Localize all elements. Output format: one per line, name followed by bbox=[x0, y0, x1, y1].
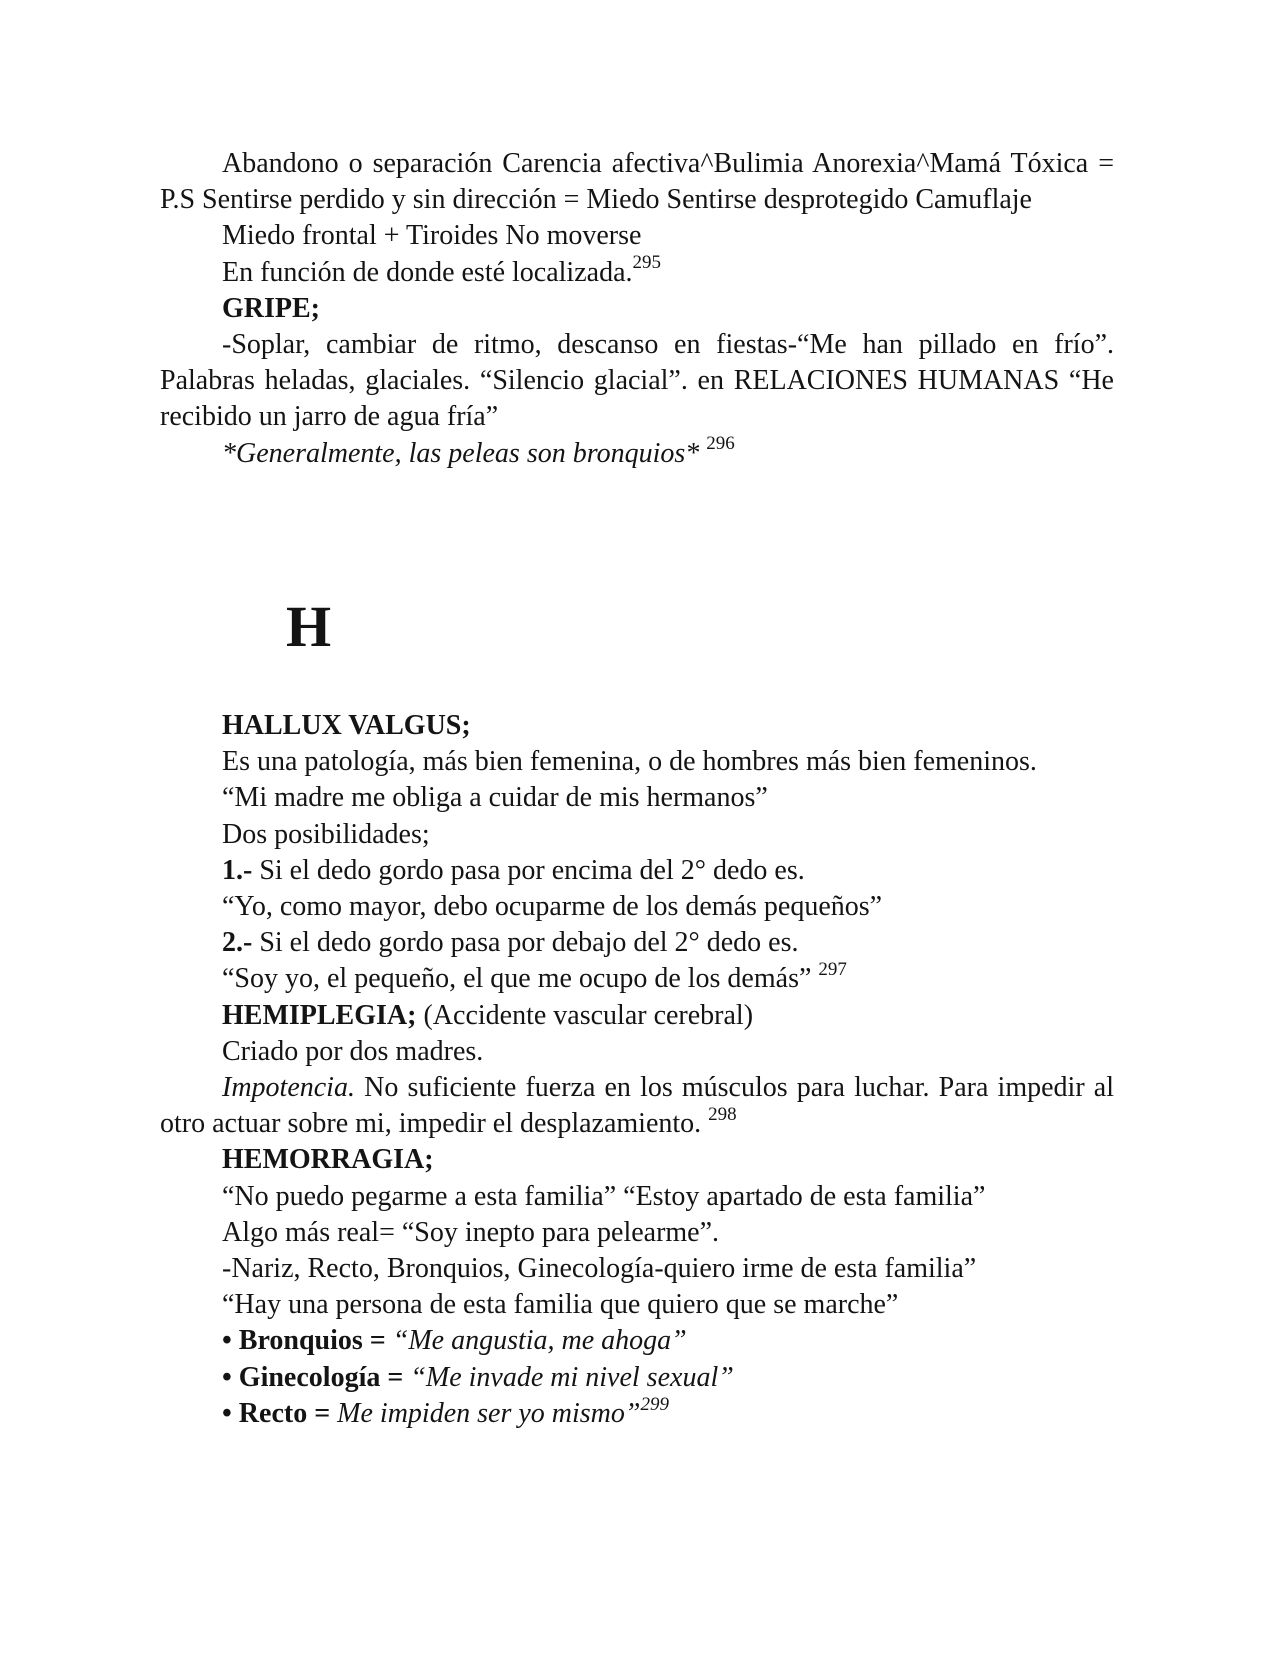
paragraph: Abandono o separación Carencia afectiva^Bulimia Anorexia^Mamá Tóxica = P.S Sentirse perdido y sin dirección = Miedo Sentirse desprotegido Camuflaje bbox=[160, 148, 1114, 216]
footnote-ref: 295 bbox=[632, 252, 661, 274]
entry-heading-hallux-valgus: HALLUX VALGUS; bbox=[222, 710, 471, 741]
paragraph-text: En función de donde esté localizada. bbox=[222, 256, 633, 288]
italic-note: *Generalmente, las peleas son bronquios* bbox=[222, 437, 700, 469]
paragraph: Dos posibilidades; bbox=[222, 818, 430, 850]
bullet-item bbox=[160, 1323, 1114, 1359]
footnote-ref: 298 bbox=[708, 1103, 737, 1125]
paragraph-text: No suficiente fuerza en los músculos para luchar. Para impedir al otro actuar sobre mi, impedir el desplazamiento. bbox=[160, 1072, 1114, 1140]
heading-text: HEMIPLEGIA; bbox=[222, 999, 417, 1031]
paragraph: Algo más real= “Soy inepto para pelearme”. bbox=[222, 1216, 720, 1248]
paragraph: “Hay una persona de esta familia que quiero que se marche” bbox=[222, 1289, 899, 1321]
paragraph: “Mi madre me obliga a cuidar de mis hermanos” bbox=[222, 782, 768, 814]
bullet-text: Me impiden ser yo mismo” bbox=[337, 1397, 641, 1429]
paragraph: Es una patología, más bien femenina, o de hombres más bien femeninos. bbox=[222, 746, 1037, 778]
bullet-label: • Bronquios = bbox=[222, 1325, 393, 1357]
bullet-item bbox=[160, 1360, 1114, 1396]
paragraph: Criado por dos madres. bbox=[222, 1035, 484, 1067]
entry-heading-hemorragia: HEMORRAGIA; bbox=[222, 1144, 434, 1176]
list-text: Si el dedo gordo pasa por debajo del 2° dedo es. bbox=[252, 927, 799, 959]
footnote-ref: 296 bbox=[706, 433, 735, 455]
heading-subtitle: (Accidente vascular cerebral) bbox=[416, 999, 754, 1031]
bullet-text: “Me invade mi nivel sexual” bbox=[410, 1361, 734, 1393]
list-item bbox=[160, 853, 1114, 889]
text-block-top bbox=[160, 146, 1114, 472]
list-number: 1.- bbox=[222, 854, 253, 886]
paragraph-text: “Soy yo, el pequeño, el que me ocupo de los demás” bbox=[222, 963, 812, 995]
entry-heading-hemiplegia bbox=[160, 998, 1114, 1034]
entry-heading-gripe: GRIPE; bbox=[222, 292, 320, 324]
section-letter: H bbox=[286, 594, 332, 659]
text-block-h bbox=[160, 708, 1114, 1432]
italic-term: Impotencia. bbox=[222, 1072, 355, 1104]
paragraph bbox=[160, 433, 1114, 472]
bullet-label: • Ginecología = bbox=[222, 1361, 411, 1393]
footnote-ref: 297 bbox=[818, 959, 847, 981]
paragraph bbox=[160, 252, 1114, 291]
list-item bbox=[160, 925, 1114, 961]
bullet-item bbox=[160, 1393, 1114, 1432]
paragraph: -Nariz, Recto, Bronquios, Ginecología-quiero irme de esta familia” bbox=[222, 1253, 977, 1285]
bullet-text: “Me angustia, me ahoga” bbox=[392, 1325, 687, 1357]
paragraph: “Yo, como mayor, debo ocuparme de los demás pequeños” bbox=[222, 891, 883, 923]
paragraph: “No puedo pegarme a esta familia” “Estoy apartado de esta familia” bbox=[222, 1180, 986, 1212]
paragraph: -Soplar, cambiar de ritmo, descanso en fiestas-“Me han pillado en frío”. Palabras heladas, glaciales. “Silencio glacial”. en RELACIONES HUMANAS “He recibido un jarro de agua fría” bbox=[160, 329, 1114, 433]
list-number: 2.- bbox=[222, 927, 253, 959]
paragraph bbox=[160, 1070, 1114, 1142]
bullet-label: • Recto = bbox=[222, 1397, 338, 1429]
footnote-ref: 299 bbox=[640, 1393, 669, 1415]
paragraph: Miedo frontal + Tiroides No moverse bbox=[222, 220, 642, 252]
paragraph bbox=[160, 961, 1114, 997]
list-text: Si el dedo gordo pasa por encima del 2° dedo es. bbox=[252, 854, 805, 886]
